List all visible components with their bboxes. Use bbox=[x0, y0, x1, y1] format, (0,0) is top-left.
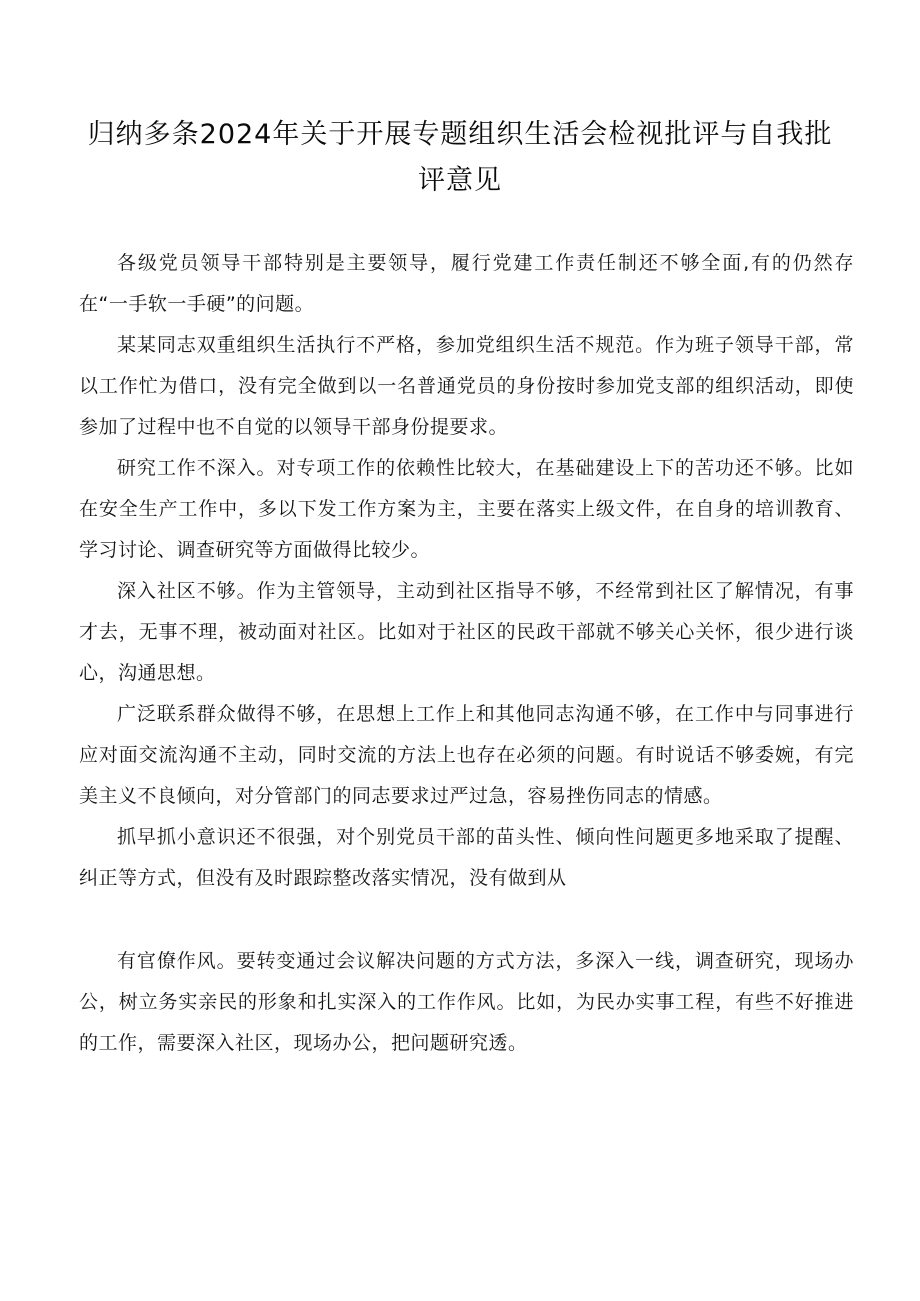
paragraph-gap bbox=[79, 899, 854, 941]
paragraph-2: 某某同志双重组织生活执行不严格，参加党组织生活不规范。作为班子领导干部，常以工作忙为借口，没有完全做到以一名普通党员的身份按时参加党支部的组织活动，即使参加了过程中也不自觉的以领导干部身份提要求。 bbox=[79, 334, 854, 438]
paragraph-5: 广泛联系群众做得不够，在思想上工作上和其他同志沟通不够，在工作中与同事进行应对面交流沟通不主动，同时交流的方法上也存在必须的问题。有时说话不够委婉，有完美主义不良倾向，对分管部门的同志要求过严过急，容易挫伤同志的情感。 bbox=[79, 703, 854, 807]
paragraph-7: 有官僚作风。要转变通过会议解决问题的方式方法，多深入一线，调查研究，现场办公，树立务实亲民的形象和扎实深入的工作作风。比如，为民办实事工程，有些不好推进的工作，需要深入社区，现场办公，把问题研究透。 bbox=[79, 950, 854, 1054]
document-body bbox=[79, 243, 854, 1064]
paragraph-3: 研究工作不深入。对专项工作的依赖性比较大，在基础建设上下的苦功还不够。比如在安全生产工作中，多以下发工作方案为主，主要在落实上级文件，在自身的培训教育、学习讨论、调查研究等方面做得比较少。 bbox=[79, 457, 854, 561]
document-title: 归纳多条2024年关于开展专题组织生活会检视批评与自我批评意见 bbox=[87, 119, 833, 196]
paragraph-1: 各级党员领导干部特别是主要领导，履行党建工作责任制还不够全面,有的仍然存在“一手软一手硬”的问题。 bbox=[79, 252, 854, 315]
paragraph-6: 抓早抓小意识还不很强，对个别党员干部的苗头性、倾向性问题更多地采取了提醒、纠正等方式，但没有及时跟踪整改落实情况，没有做到从 bbox=[79, 826, 854, 889]
paragraph-4: 深入社区不够。作为主管领导，主动到社区指导不够，不经常到社区了解情况，有事才去，无事不理，被动面对社区。比如对于社区的民政干部就不够关心关怀，很少进行谈心，沟通思想。 bbox=[79, 580, 854, 684]
